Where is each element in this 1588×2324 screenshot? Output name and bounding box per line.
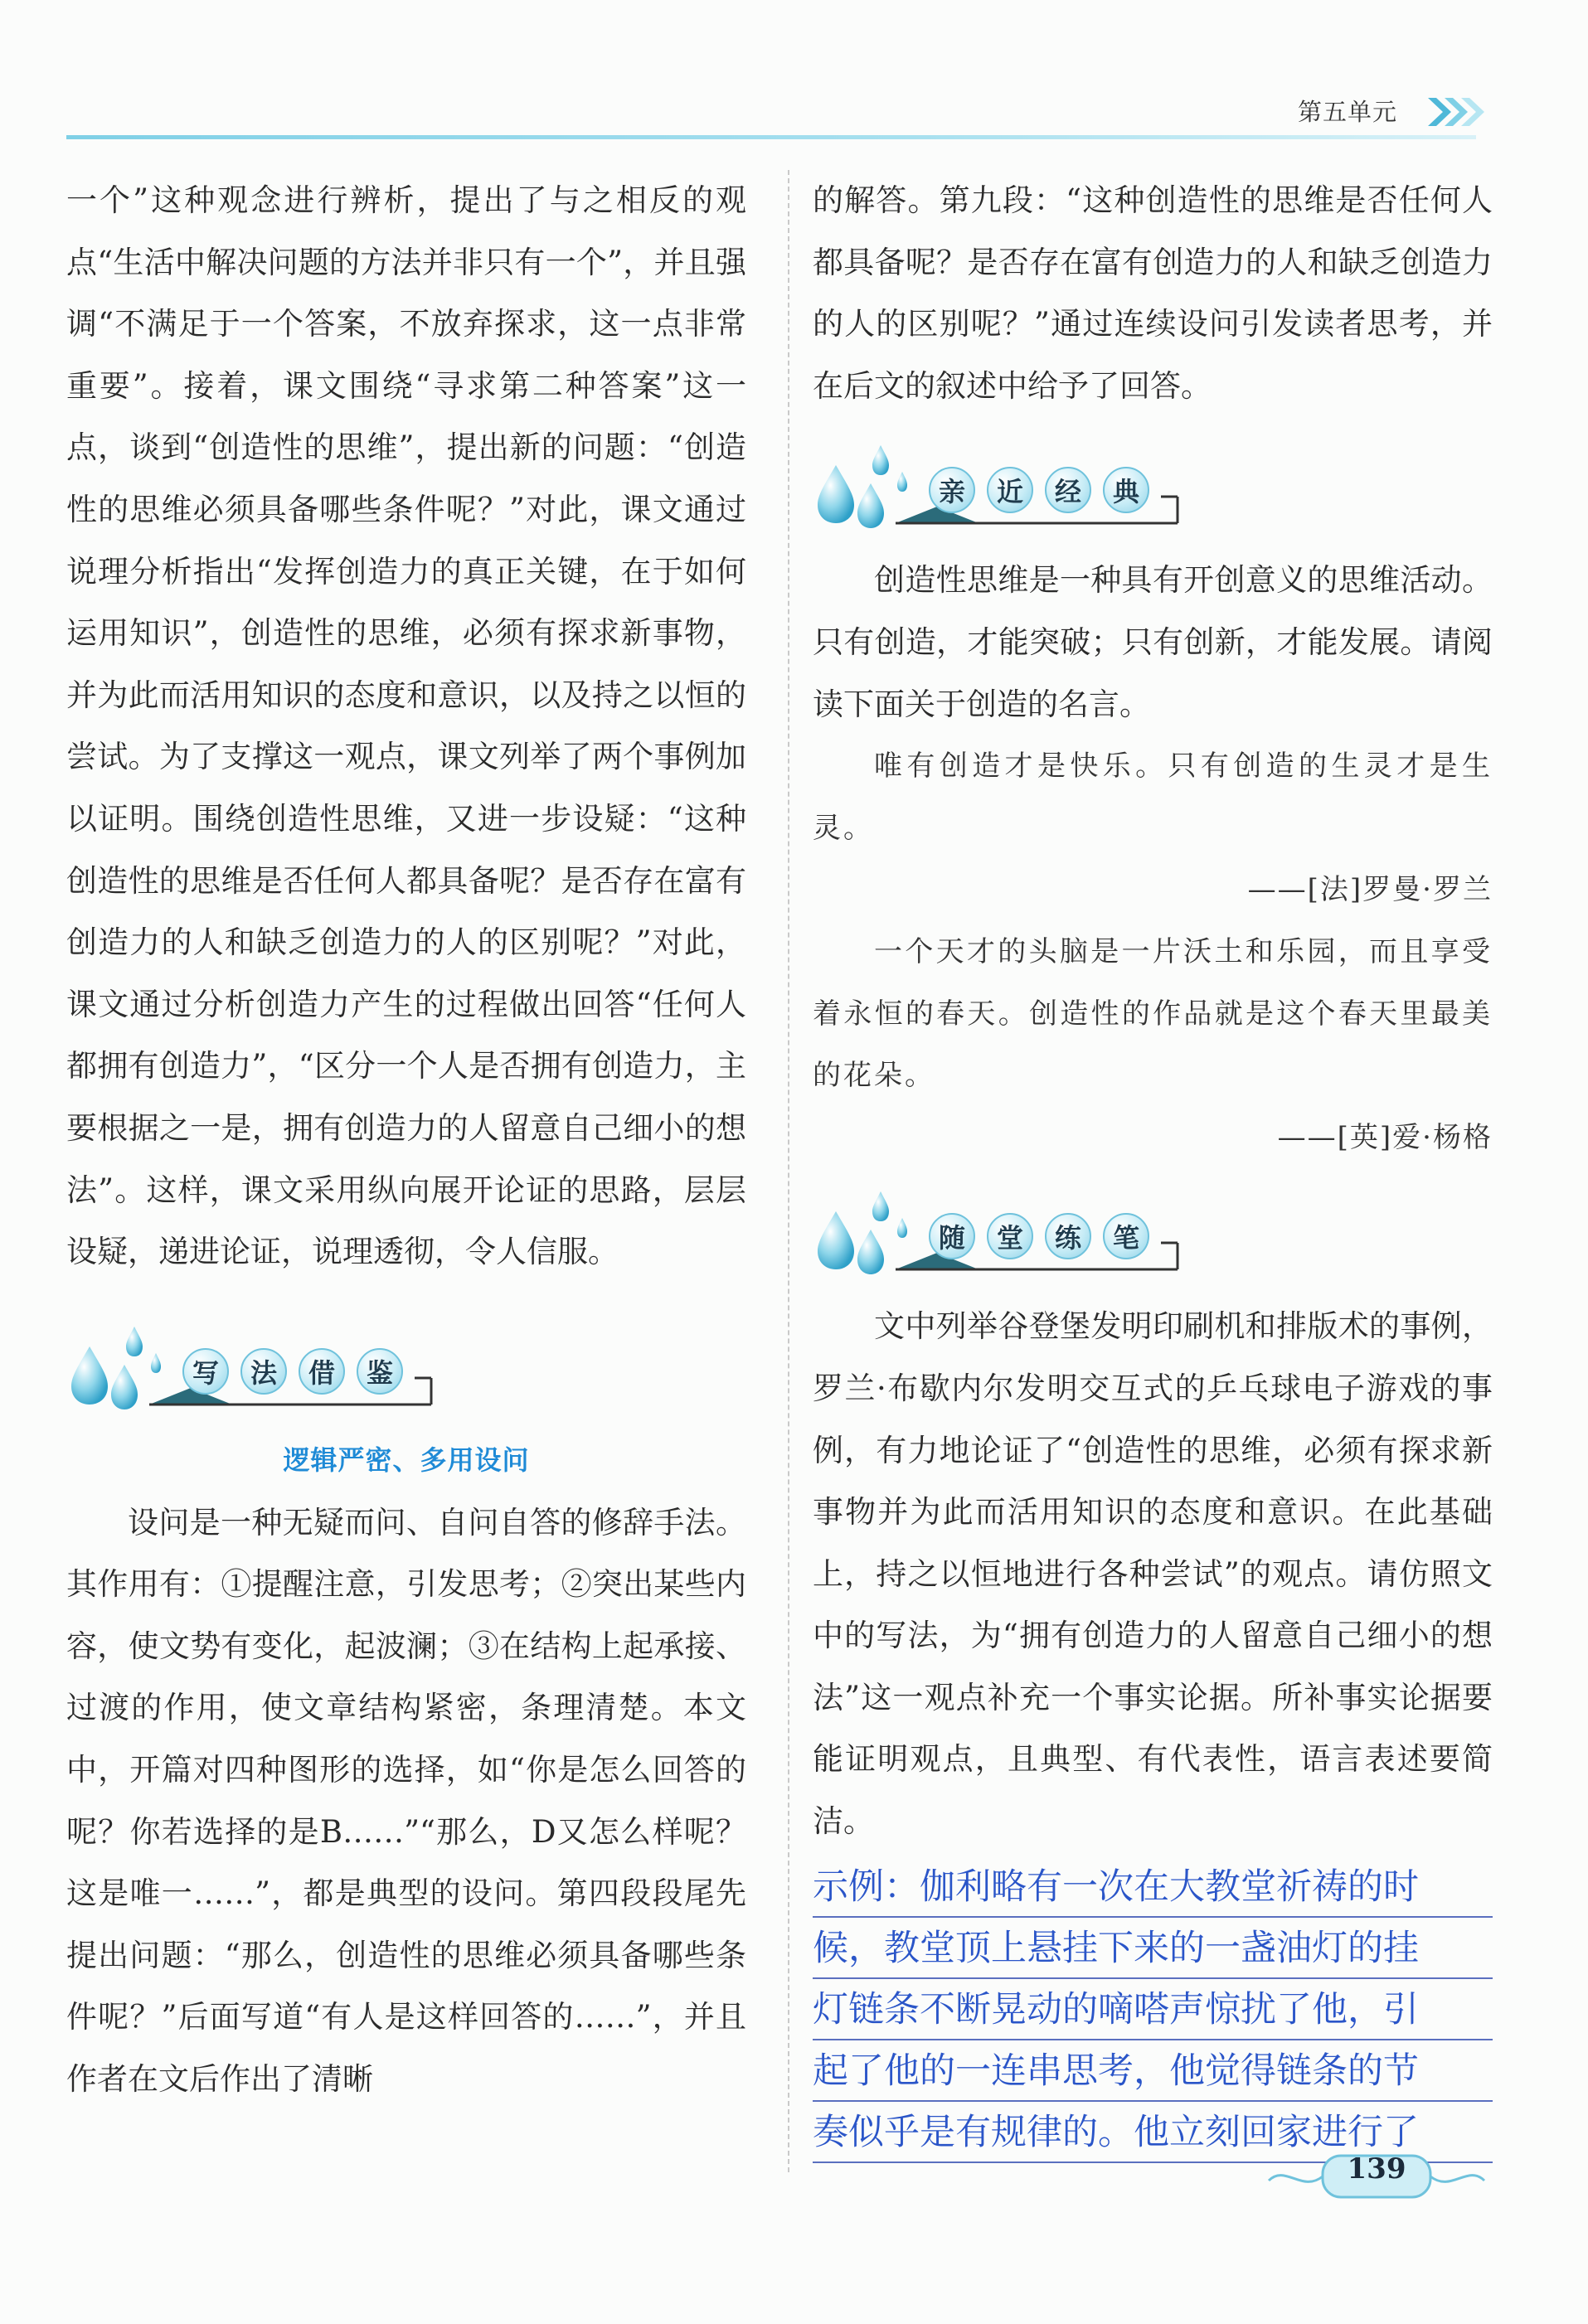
quote-rolland: 唯有创造才是快乐。只有创造的生灵才是生灵。: [813, 750, 1493, 845]
answer-line: 起了他的一连串思考，他觉得链条的节: [813, 2040, 1493, 2102]
section-title-char: 典: [1103, 467, 1149, 513]
section-subtitle: 逻辑严密、多用设问: [283, 1443, 530, 1476]
quote-attribution: ——[法]罗曼·罗兰: [1247, 873, 1493, 907]
unit-label: 第五单元: [1298, 98, 1398, 126]
analysis-paragraph: 一个”这种观念进行辨析，提出了与之相反的观点“生活中解决问题的方法并非只有一个”，并且强调“不满足于一个答案，不放弃探求，这一点非常重要”。接着，课文围绕“寻求第二种答案”这一点，谈到“创造性的思维”，提出新的问题：“创造性的思维必须具备哪些条件呢？”对此，课文通过说理分析指出“发挥创造力的真正关键，在于如何运用知识”，创造性的思维，必须有探求新事物，并为此而活用知识的态度和意识，以及持之以恒的尝试。为了支撑这一观点，课文列举了两个事例加以证明。围绕创造性思维，又进一步设疑：“这种创造性的思维是否任何人都具备呢？是否存在富有创造力的人和缺乏创造力的人的区别呢？”对此，课文通过分析创造力产生的过程做出回答“任何人都拥有创造力”，“区分一个人是否拥有创造力，主要根据之一是，拥有创造力的人留意自己细小的想法”。这样，课文采用纵向展开论证的思路，层层设疑，递进论证，说理透彻，令人信服。: [66, 182, 746, 1270]
section-title-char: 经: [1045, 467, 1091, 513]
section-title-char: 亲: [929, 467, 975, 513]
chevron-right-icon: [1425, 91, 1491, 133]
continued-paragraph: 的解答。第九段：“这种创造性的思维是否任何人都具备呢？是否存在富有创造力的人和缺乏创造力的人的区别呢？”通过连续设问引发读者思考，并在后文的叙述中给予了回答。: [813, 182, 1493, 404]
practice-prompt: 文中列举谷登堡发明印刷机和排版术的事例，罗兰·布歇内尔发明交互式的乒乓球电子游戏的事例，有力地论证了“创造性的思维，必须有探求新事物并为此而活用知识的态度和意识。在此基础上，持之以恒地进行各种尝试”的观点。请仿照文中的写法，为“拥有创造力的人留意自己细小的想法”这一观点补充一个事实论据。所补事实论据要能证明观点，且典型、有代表性，语言表述要简洁。: [813, 1308, 1493, 1840]
answer-line: 奏似乎是有规律的。他立刻回家进行了: [813, 2102, 1493, 2163]
section-header-practice: [813, 1180, 1493, 1296]
answer-line: 候，教堂顶上悬挂下来的一盏油灯的挂: [813, 1918, 1493, 1979]
section-header-writing: [66, 1315, 746, 1431]
section-title-char: 练: [1045, 1213, 1091, 1259]
classics-intro: 创造性思维是一种具有开创意义的思维活动。只有创造，才能突破；只有创新，才能发展。请阅读下面关于创造的名言。: [813, 562, 1493, 722]
right-column: [813, 170, 1493, 2163]
answer-line: 示例：伽利略有一次在大教堂祈祷的时: [813, 1856, 1493, 1918]
section-header-classics: [813, 434, 1493, 550]
column-divider: [788, 170, 789, 2172]
section-title-char: 鉴: [357, 1348, 403, 1395]
header-divider: [66, 135, 1476, 139]
handwritten-answer: [813, 1856, 1493, 2163]
page-number: 139: [1347, 2152, 1406, 2186]
section-title-char: 法: [240, 1348, 287, 1395]
section-title-char: 随: [929, 1213, 975, 1259]
section-title-char: 写: [182, 1348, 229, 1395]
quote-attribution: ——[英]爱·杨格: [1277, 1120, 1493, 1154]
answer-line: 灯链条不断晃动的嘀嗒声惊扰了他，引: [813, 1979, 1493, 2040]
section-title-char: 近: [987, 467, 1033, 513]
section-title-char: 堂: [987, 1213, 1033, 1259]
section-title-char: 借: [299, 1348, 345, 1395]
rhetoric-paragraph: 设问是一种无疑而问、自问自答的修辞手法。其作用有：①提醒注意，引发思考；②突出某些内容，使文势有变化，起波澜；③在结构上起承接、过渡的作用，使文章结构紧密，条理清楚。本文中，开篇对四种图形的选择，如“你是怎么回答的呢？你若选择的是B……”“那么，D又怎么样呢？这是唯一……”，都是典型的设问。第四段段尾先提出问题：“那么，创造性的思维必须具备哪些条件呢？”后面写道“有人是这样回答的……”，并且作者在文后作出了清晰: [66, 1504, 746, 2098]
section-title-char: 笔: [1103, 1213, 1149, 1259]
quote-young: 一个天才的头脑是一片沃土和乐园，而且享受着永恒的春天。创造性的作品就是这个春天里最美的花朵。: [813, 934, 1493, 1093]
left-column: [66, 170, 746, 2111]
